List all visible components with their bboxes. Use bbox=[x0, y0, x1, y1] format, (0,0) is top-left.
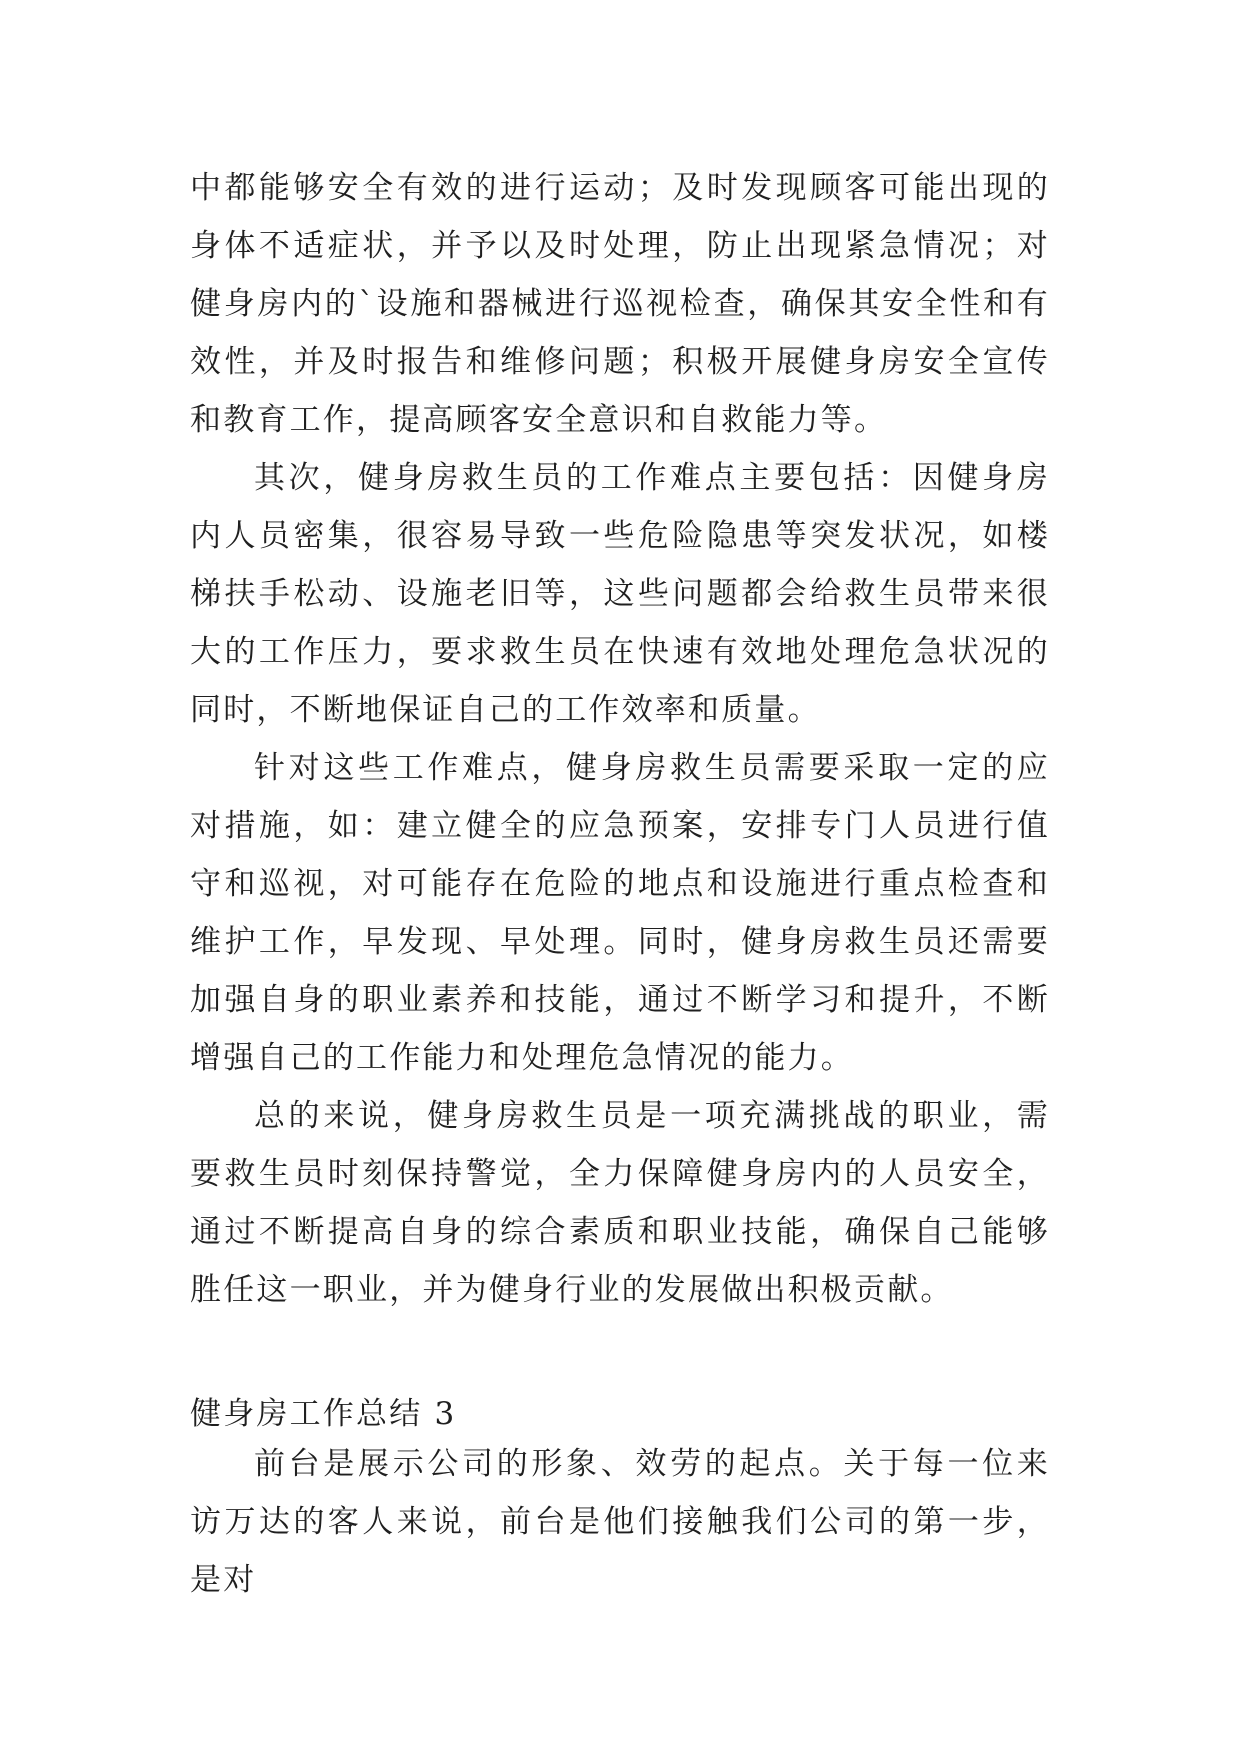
body-text bbox=[190, 159, 1050, 1319]
paragraph: 其次，健身房救生员的工作难点主要包括：因健身房内人员密集，很容易导致一些危险隐患等突发状况，如楼梯扶手松动、设施老旧等，这些问题都会给救生员带来很大的工作压力，要求救生员在快速有效地处理危急状况的同时，不断地保证自己的工作效率和质量。 bbox=[190, 460, 1050, 728]
paragraph: 总的来说，健身房救生员是一项充满挑战的职业，需要救生员时刻保持警觉，全力保障健身房内的人员安全，通过不断提高自身的综合素质和职业技能，确保自己能够胜任这一职业，并为健身行业的发展做出积极贡献。 bbox=[190, 1098, 1050, 1308]
section-heading: 健身房工作总结 3 bbox=[190, 1396, 457, 1432]
paragraph-continuation: 中都能够安全有效的进行运动；及时发现顾客可能出现的身体不适症状，并予以及时处理，防止出现紧急情况；对健身房内的`设施和器械进行巡视检查，确保其安全性和有效性，并及时报告和维修问题；积极开展健身房安全宣传和教育工作，提高顾客安全意识和自救能力等。 bbox=[190, 170, 1050, 438]
section-body bbox=[190, 1435, 1050, 1609]
paragraph: 针对这些工作难点，健身房救生员需要采取一定的应对措施，如：建立健全的应急预案，安排专门人员进行值守和巡视，对可能存在危险的地点和设施进行重点检查和维护工作，早发现、早处理。同时，健身房救生员还需要加强自身的职业素养和技能，通过不断学习和提升，不断增强自己的工作能力和处理危急情况的能力。 bbox=[190, 750, 1050, 1076]
paragraph: 前台是展示公司的形象、效劳的起点。关于每一位来访万达的客人来说，前台是他们接触我们公司的第一步，是对 bbox=[190, 1446, 1050, 1598]
